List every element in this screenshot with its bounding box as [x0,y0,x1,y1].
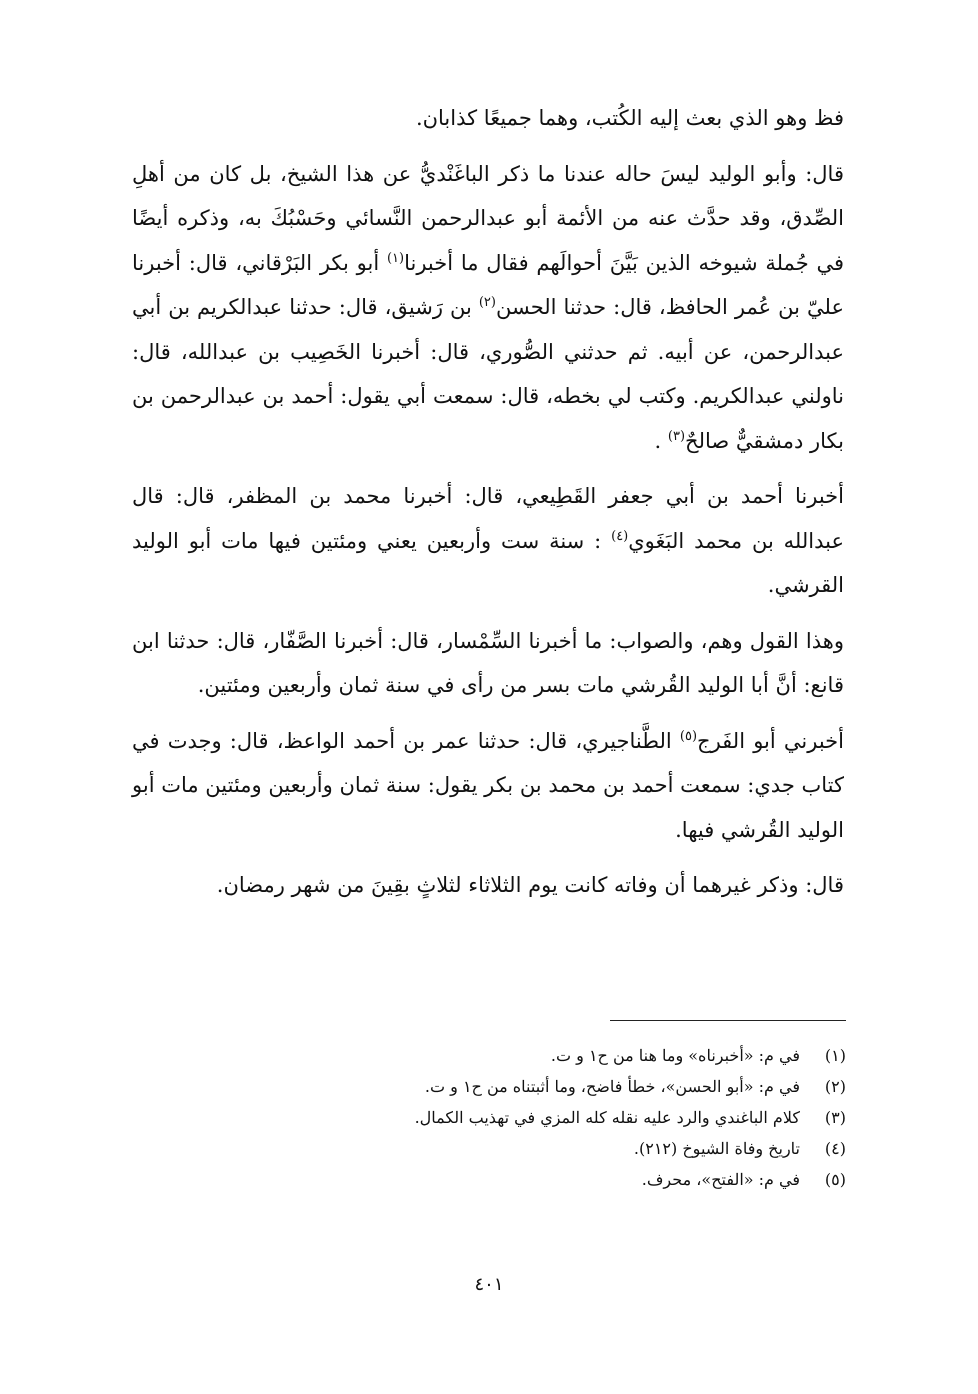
footnote-reference: (٤) [611,528,629,544]
footnote-reference: (١) [386,250,405,266]
paragraph-text: الطَّناجيري، قال: حدثنا عمر بن أحمد الواعظ، قال: وجدت في كتاب جدي: سمعت أحمد بن محمد بن بكر يقول: سنة ثمان وأربعين ومئتين مات أبو الوليد القُرشي فيها. [132,728,844,842]
paragraph [132,152,844,464]
footnote-text: في م: «أبو الحسن»، خطأ فاضح، وما أثبتناه من ح١ و ت. [424,1077,800,1096]
paragraph-text: . [654,428,668,453]
page-number: ٤٠١ [474,1274,504,1295]
footnote-text: في م: «أخبرناه» وما هنا من ح١ و ت. [550,1046,800,1065]
footnote-text: كلام الباغندي والرد عليه نقله كله المزي في تهذيب الكمال. [414,1108,800,1127]
paragraph [132,719,844,853]
paragraph [132,619,844,708]
footnote-text: في م: «الفتح»، محرف. [641,1170,800,1189]
paragraph [132,96,844,141]
footnote-number: (٢) [824,1077,846,1096]
paragraph-text: بن رَشيق، قال: حدثنا عبدالكريم بن أبي عبدالرحمن، عن أبيه. ثم حدثني الصُّوري، قال: أخبرنا الخَصِيب بن عبدالله، قال: ناولني عبدالكريم. وكتب لي بخطه، قال: سمعت أبي يقول: أحمد بن عبدالرحمن بن بكار دمشقيٌّ صالحٌ [132,295,844,453]
paragraph [132,863,844,908]
footnote-reference: (٢) [478,295,496,310]
paragraph-text: قال: وذكر غيرهما أن وفاته كانت يوم الثلاثاء لثلاثٍ بقِينَ من شهر رمضان. [216,873,844,897]
paragraph-text: : سنة ست وأربعين يعني ومئتين فيها مات أبو الوليد القرشي. [132,528,844,597]
footnote-text: تاريخ وفاة الشيوخ (٢١٢). [633,1139,800,1158]
paragraph-text: أخبرني أبو الفَرج [697,728,844,753]
footnote-number: (١) [824,1046,846,1065]
footnote-reference: (٥) [679,728,698,744]
footnotes-section [200,1040,846,1195]
paragraph-text: وهذا القول وهم، والصواب: ما أخبرنا السِّمْسار، قال: أخبرنا الصَّفّار، قال: حدثنا ابن قانع: أنَّ أبا الوليد القُرشي مات بسر من رأى في سنة ثمان وأربعين ومئتين. [132,628,844,697]
main-text [132,96,844,919]
footnote-number: (٥) [824,1170,846,1189]
footnote [200,1040,846,1071]
paragraph-text: أخبرنا أحمد بن أبي جعفر القَطِيعي، قال: أخبرنا محمد بن المظفر، قال: قال عبدالله بن محمد البَغَوي [132,484,844,553]
footnote-separator [610,1020,846,1021]
footnote [200,1133,846,1164]
footnote [200,1071,846,1102]
paragraph-text: قال: وأبو الوليد ليسَ حاله عندنا ما ذكر الباغَنْديُّ عن هذا الشيخ، بل كان من أهلِ الصِّدق، وقد حدَّث عنه من الأئمة أبو عبدالرحمن النَّسائي وحَسْبُكَ به، وذكره أيضًا في جُملة شيوخه الذين بَيَّنَ أحوالَهم فقال ما أخبرنا [132,161,845,275]
footnote-number: (٣) [824,1108,846,1127]
footnote [200,1102,846,1133]
paragraph [132,474,844,608]
paragraph-text: أبو بكر البَرْقاني، قال: أخبرنا عليّ بن عُمر الحافظ، قال: حدثنا الحسن [132,250,844,319]
footnote [200,1164,846,1195]
footnote-reference: (٣) [667,428,686,444]
footnote-number: (٤) [824,1139,846,1158]
paragraph-text: فظ وهو الذي بعث إليه الكُتب، وهما جميعًا كذابان. [415,106,844,130]
